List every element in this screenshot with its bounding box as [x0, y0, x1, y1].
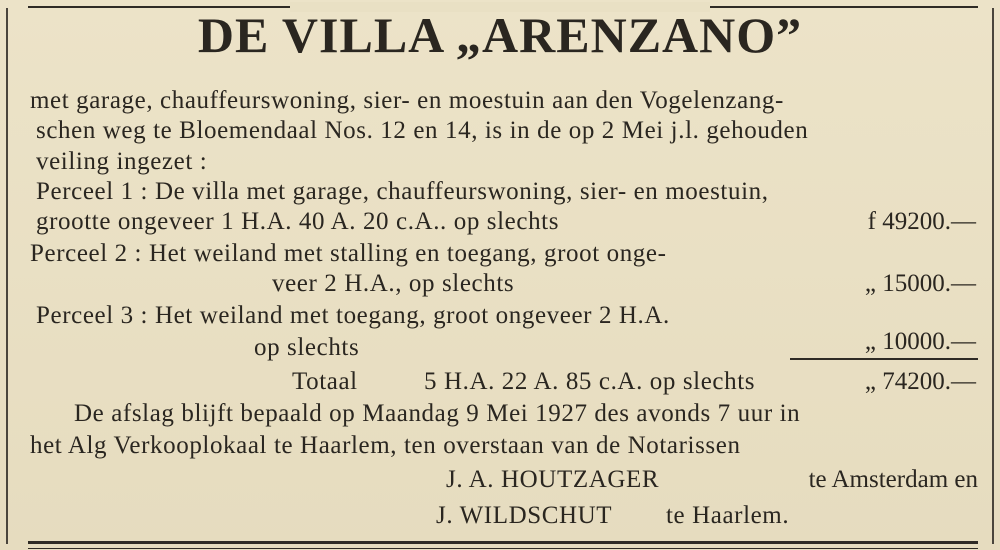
perceel-2-line-1: Perceel 2 : Het weiland met stalling en toegang, groot onge-	[30, 240, 667, 267]
perceel-3-line-1: Perceel 3 : Het weiland met toegang, groot ongeveer 2 H.A.	[36, 302, 670, 329]
ad-title: DE VILLA „ARENZANO”	[197, 7, 803, 63]
perceel-2-amount: „ 15000.—	[864, 270, 976, 297]
sum-rule	[790, 358, 978, 360]
frame-right-border	[992, 8, 994, 544]
totaal-amount: „ 74200.—	[864, 368, 976, 395]
perceel-3-amount: „ 10000.—	[864, 328, 976, 355]
perceel-1-line-2: grootte ongeveer 1 H.A. 40 A. 20 c.A.. op slechts	[36, 208, 560, 235]
perceel-1-line-1: Perceel 1 : De villa met garage, chauffeurswoning, sier- en moestuin,	[36, 178, 769, 205]
notaris-2-place: te Haarlem.	[666, 502, 790, 529]
perceel-3-line-2: op slechts	[254, 334, 360, 361]
bottom-rule-thin	[28, 548, 978, 549]
afslag-line-1: De afslag blijft bepaald op Maandag 9 Mei 1927 des avonds 7 uur in	[74, 400, 801, 427]
intro-line-2: schen weg te Bloemendaal Nos. 12 en 14, is in de op 2 Mei j.l. gehouden	[36, 117, 809, 144]
notaris-1-name: J. A. HOUTZAGER	[446, 466, 660, 493]
intro-line-3: veiling ingezet :	[36, 148, 208, 175]
totaal-label: Totaal	[292, 368, 358, 395]
notaris-1-place: te Amsterdam en	[808, 466, 978, 493]
perceel-2-line-2: veer 2 H.A., op slechts	[272, 270, 515, 297]
afslag-line-2: het Alg Verkooplokaal te Haarlem, ten overstaan van de Notarissen	[30, 432, 741, 459]
frame-left-border	[6, 8, 8, 544]
totaal-detail: 5 H.A. 22 A. 85 c.A. op slechts	[424, 368, 756, 395]
perceel-1-amount: f 49200.—	[867, 208, 976, 235]
intro-line-1: met garage, chauffeurswoning, sier- en moestuin aan den Vogelenzang-	[30, 87, 784, 114]
notaris-2-name: J. WILDSCHUT	[436, 502, 613, 529]
bottom-rule	[28, 541, 978, 544]
